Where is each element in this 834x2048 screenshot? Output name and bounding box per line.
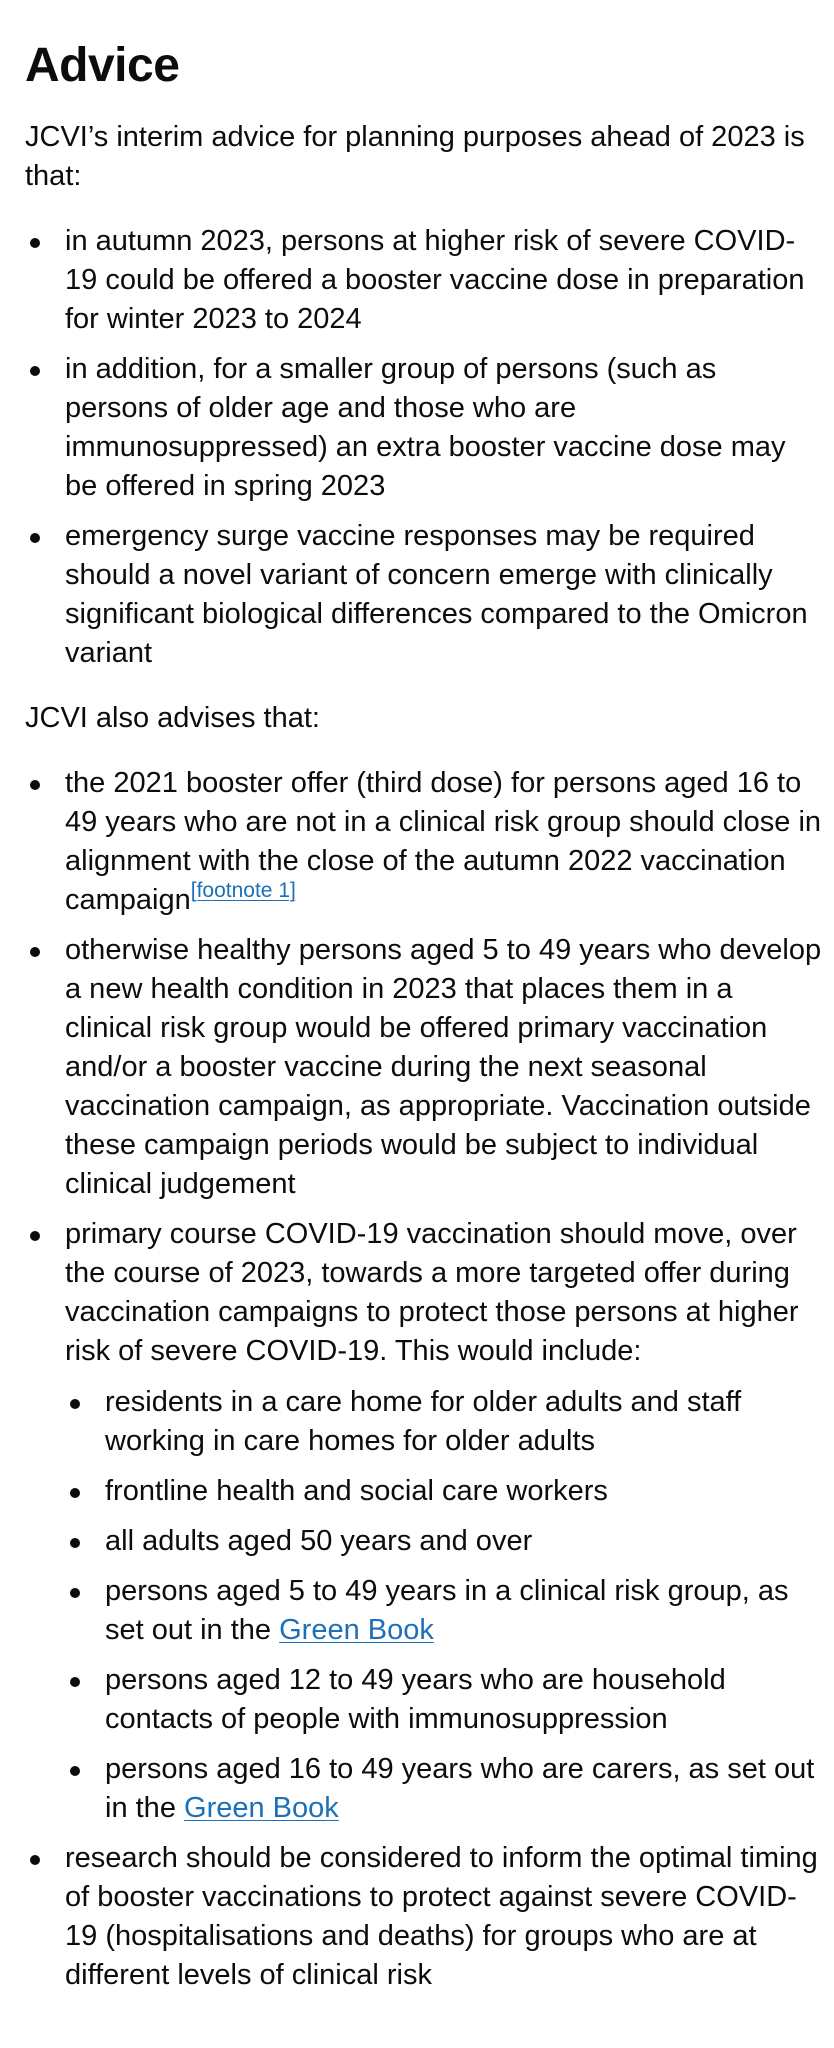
- list-item-text: persons aged 16 to 49 years who are carers, as set out in the: [105, 1753, 815, 1824]
- list-item: in addition, for a smaller group of persons (such as persons of older age and those who are immunosuppressed) an extra booster vaccine dose may be offered in spring 2023: [25, 350, 824, 506]
- also-advises-paragraph: JCVI also advises that:: [25, 702, 320, 734]
- list-item: emergency surge vaccine responses may be required should a novel variant of concern emerge with clinically significant biological differences compared to the Omicron variant: [25, 517, 824, 673]
- list-item-text: the 2021 booster offer (third dose) for persons aged 16 to 49 years who are not in a clinical risk group should close in alignment with the close of the autumn 2022 vaccination campaign: [65, 767, 822, 916]
- list-item: [25, 1215, 824, 1828]
- nested-list-item: all adults aged 50 years and over: [65, 1522, 824, 1561]
- nested-list-item: persons aged 12 to 49 years who are household contacts of people with immunosuppression: [65, 1661, 824, 1739]
- green-book-link[interactable]: Green Book: [279, 1614, 434, 1646]
- nested-list-item: [65, 1572, 824, 1650]
- advises-list: [25, 764, 824, 1995]
- list-item: [25, 764, 824, 920]
- green-book-link[interactable]: Green Book: [184, 1792, 339, 1824]
- list-item: research should be considered to inform the optimal timing of booster vaccinations to protect against severe COVID-19 (hospitalisations and deaths) for groups who are at different levels of clinical risk: [25, 1839, 824, 1995]
- footnote-ref: [191, 879, 296, 902]
- nested-list-item: frontline health and social care workers: [65, 1472, 824, 1511]
- priority-groups-list: [65, 1383, 824, 1828]
- intro-paragraph: JCVI’s interim advice for planning purposes ahead of 2023 is that:: [25, 121, 805, 192]
- nested-list-item: [65, 1750, 824, 1828]
- list-item-text: persons aged 5 to 49 years in a clinical risk group, as set out in the: [105, 1575, 789, 1646]
- section-heading: Advice: [25, 39, 180, 92]
- footnote-1-link[interactable]: [footnote 1]: [190, 879, 296, 902]
- nested-list-item: residents in a care home for older adults and staff working in care homes for older adults: [65, 1383, 824, 1461]
- list-item-text: primary course COVID-19 vaccination should move, over the course of 2023, towards a more targeted offer during vaccination campaigns to protect those persons at higher risk of severe COVID-19. This would include:: [65, 1218, 799, 1367]
- list-item: in autumn 2023, persons at higher risk of severe COVID-19 could be offered a booster vaccine dose in preparation for winter 2023 to 2024: [25, 222, 824, 339]
- interim-advice-list: [25, 222, 824, 673]
- list-item: otherwise healthy persons aged 5 to 49 years who develop a new health condition in 2023 that places them in a clinical risk group would be offered primary vaccination and/or a booster vaccine during the next seasonal vaccination campaign, as appropriate. Vaccination outside these campaign periods would be subject to individual clinical judgement: [25, 931, 824, 1204]
